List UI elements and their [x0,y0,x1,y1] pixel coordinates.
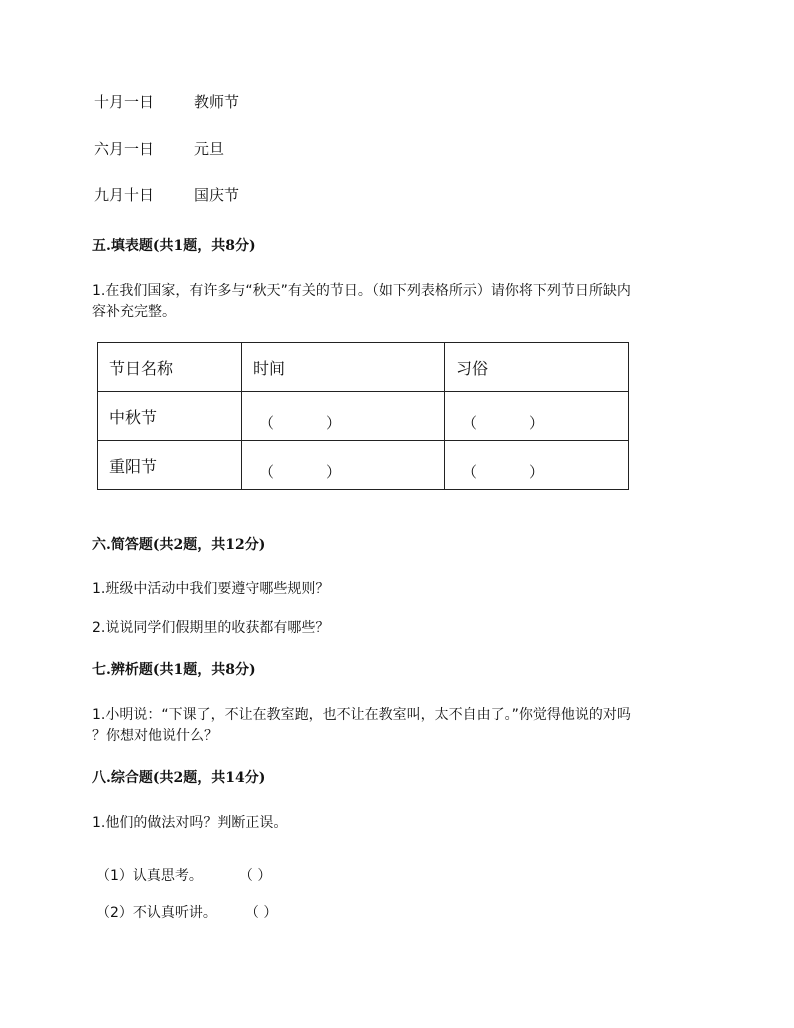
match-left-2: 六月一日 [94,140,155,158]
time-answer-cell[interactable] [242,392,445,441]
item-number: （2） [96,905,133,921]
table-header-cell: 节日名称 [98,343,242,392]
close-paren: ） [326,413,342,432]
question-7-1-line2: ？你想对他说什么？ [92,728,218,744]
close-paren: ） [529,462,545,481]
festival-name-cell: 重阳节 [98,441,242,490]
match-right-2: 元旦 [194,140,225,158]
match-left-3: 九月十日 [94,186,155,204]
item-text: 不认真听讲。 [132,905,217,921]
table-row [98,392,629,441]
question-7-1-line1: 1.小明说：“下课了，不让在教室跑，也不让在教室叫，太不自由了。”你觉得他说的对吗 [92,707,631,723]
festival-table [97,342,629,490]
question-8-1: 1.他们的做法对吗？判断正误。 [92,815,288,831]
table-header-cell: 时间 [242,343,445,392]
open-paren: （ [259,413,275,432]
open-paren: （ [259,462,275,481]
section-heading-6: 六.简答题(共2题，共12分) [92,537,266,553]
item-number: （1） [96,868,133,884]
question-6-2: 2.说说同学们假期里的收获都有哪些？ [92,620,330,636]
match-right-3: 国庆节 [194,186,240,204]
question-5-1-line1: 1.在我们国家，有许多与“秋天”有关的节日。（如下列表格所示）请你将下列节日所缺内 [92,283,631,299]
section-heading-8: 八.综合题(共2题，共14分) [92,770,266,786]
table-row [98,441,629,490]
open-paren: （ [462,413,478,432]
close-paren: ） [529,413,545,432]
custom-answer-cell[interactable] [445,392,629,441]
time-answer-cell[interactable] [242,441,445,490]
table-header-row [98,343,629,392]
open-paren: （ [462,462,478,481]
close-paren: ） [326,462,342,481]
match-right-1: 教师节 [194,93,240,111]
question-5-1-line2: 容补充完整。 [92,304,176,320]
table-header-cell: 习俗 [445,343,629,392]
answer-blank[interactable]: （ ） [244,905,278,921]
answer-blank[interactable]: （ ） [238,868,272,884]
custom-answer-cell[interactable] [445,441,629,490]
question-6-1: 1.班级中活动中我们要遵守哪些规则？ [92,581,330,597]
match-left-1: 十月一日 [94,93,155,111]
judge-item-2 [96,903,277,923]
section-heading-7: 七.辨析题(共1题，共8分) [92,662,256,678]
section-heading-5: 五.填表题(共1题，共8分) [92,238,256,254]
item-text: 认真思考。 [132,868,203,884]
festival-name-cell: 中秋节 [98,392,242,441]
judge-item-1 [96,866,271,886]
